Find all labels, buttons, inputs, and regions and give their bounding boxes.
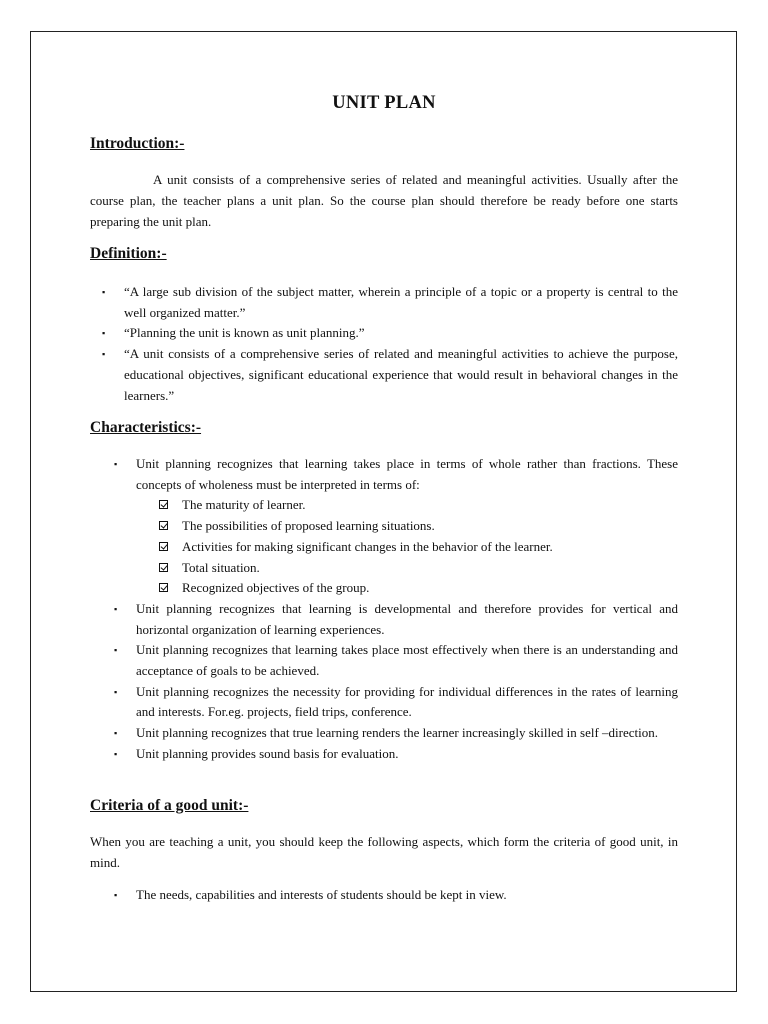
characteristic-text: Unit planning recognizes that true learning renders the learner increasingly skilled in self –direction. [136, 725, 658, 741]
checked-box-icon [159, 521, 168, 530]
bullet-icon: ▪ [102, 349, 106, 360]
definition-list [102, 282, 678, 406]
characteristic-text: Unit planning recognizes the necessity for providing for individual differences in the rates of learning and interests. For.eg. projects, field trips, conference. [136, 683, 678, 720]
list-item [114, 682, 678, 723]
list-item [114, 640, 678, 681]
bullet-icon: ▪ [114, 459, 118, 469]
sub-item-text: Total situation. [182, 559, 260, 575]
characteristics-list [114, 454, 678, 765]
bullet-icon: ▪ [114, 686, 118, 697]
checked-box-icon [159, 542, 168, 551]
introduction-heading: Introduction:- [90, 135, 185, 152]
list-item [102, 323, 678, 344]
characteristic-text: Unit planning recognizes that learning takes place most effectively when there is an understanding and acceptance of goals to be achieved. [136, 642, 678, 679]
checked-box-icon [159, 563, 168, 572]
list-item [114, 454, 678, 599]
definition-text: “A large sub division of the subject matter, wherein a principle of a topic or a property is central to the well organized matter.” [124, 284, 678, 320]
criteria-paragraph: When you are teaching a unit, you should keep the following aspects, which form the criteria of good unit, in mind. [90, 834, 678, 870]
sub-list-item [159, 578, 678, 599]
sub-list-item [159, 558, 678, 579]
bullet-icon: ▪ [114, 728, 118, 739]
definition-heading: Definition:- [90, 245, 167, 262]
sub-item-text: The maturity of learner. [182, 497, 306, 513]
page-title: UNIT PLAN [332, 93, 436, 113]
definition-text: “A unit consists of a comprehensive series of related and meaningful activities to achieve the purpose, educational objectives, significant educational experience that would result in behavioral changes in the learners.” [124, 346, 678, 403]
bullet-icon: ▪ [102, 328, 106, 339]
criteria-text: The needs, capabilities and interests of students should be kept in view. [136, 887, 507, 902]
list-item [114, 885, 678, 906]
bullet-icon: ▪ [114, 603, 118, 614]
introduction-text: A unit consists of a comprehensive series of related and meaningful activities. Usually after the course plan, the teacher plans a unit plan. So the course plan should therefore be ready before one starts preparing the unit plan. [90, 172, 678, 229]
checkbox-sublist [159, 495, 678, 599]
list-item [102, 344, 678, 406]
bullet-icon: ▪ [102, 287, 106, 297]
sub-item-text: Recognized objectives of the group. [182, 580, 370, 596]
introduction-paragraph [90, 169, 678, 232]
list-item [114, 723, 678, 744]
checked-box-icon [159, 500, 168, 509]
bullet-icon: ▪ [114, 890, 118, 900]
sub-list-item [159, 516, 678, 537]
characteristic-text: Unit planning provides sound basis for evaluation. [136, 745, 399, 761]
list-item [114, 744, 678, 765]
characteristic-text: Unit planning recognizes that learning takes place in terms of whole rather than fractions. These concepts of wholeness must be interpreted in terms of: [136, 456, 678, 492]
criteria-list [114, 885, 678, 906]
sub-item-text: Activities for making significant changes in the behavior of the learner. [182, 538, 553, 554]
sub-item-text: The possibilities of proposed learning situations. [182, 518, 435, 534]
list-item [114, 599, 678, 640]
criteria-heading: Criteria of a good unit:- [90, 797, 249, 814]
sub-list-item [159, 495, 678, 516]
bullet-icon: ▪ [114, 748, 118, 759]
sub-list-item [159, 537, 678, 558]
checked-box-icon [159, 583, 168, 592]
list-item [102, 282, 678, 323]
bullet-icon: ▪ [114, 645, 118, 656]
characteristics-heading: Characteristics:- [90, 419, 202, 436]
definition-text: “Planning the unit is known as unit planning.” [124, 325, 365, 341]
characteristic-text: Unit planning recognizes that learning is developmental and therefore provides for vertical and horizontal organization of learning experiences. [136, 600, 678, 637]
